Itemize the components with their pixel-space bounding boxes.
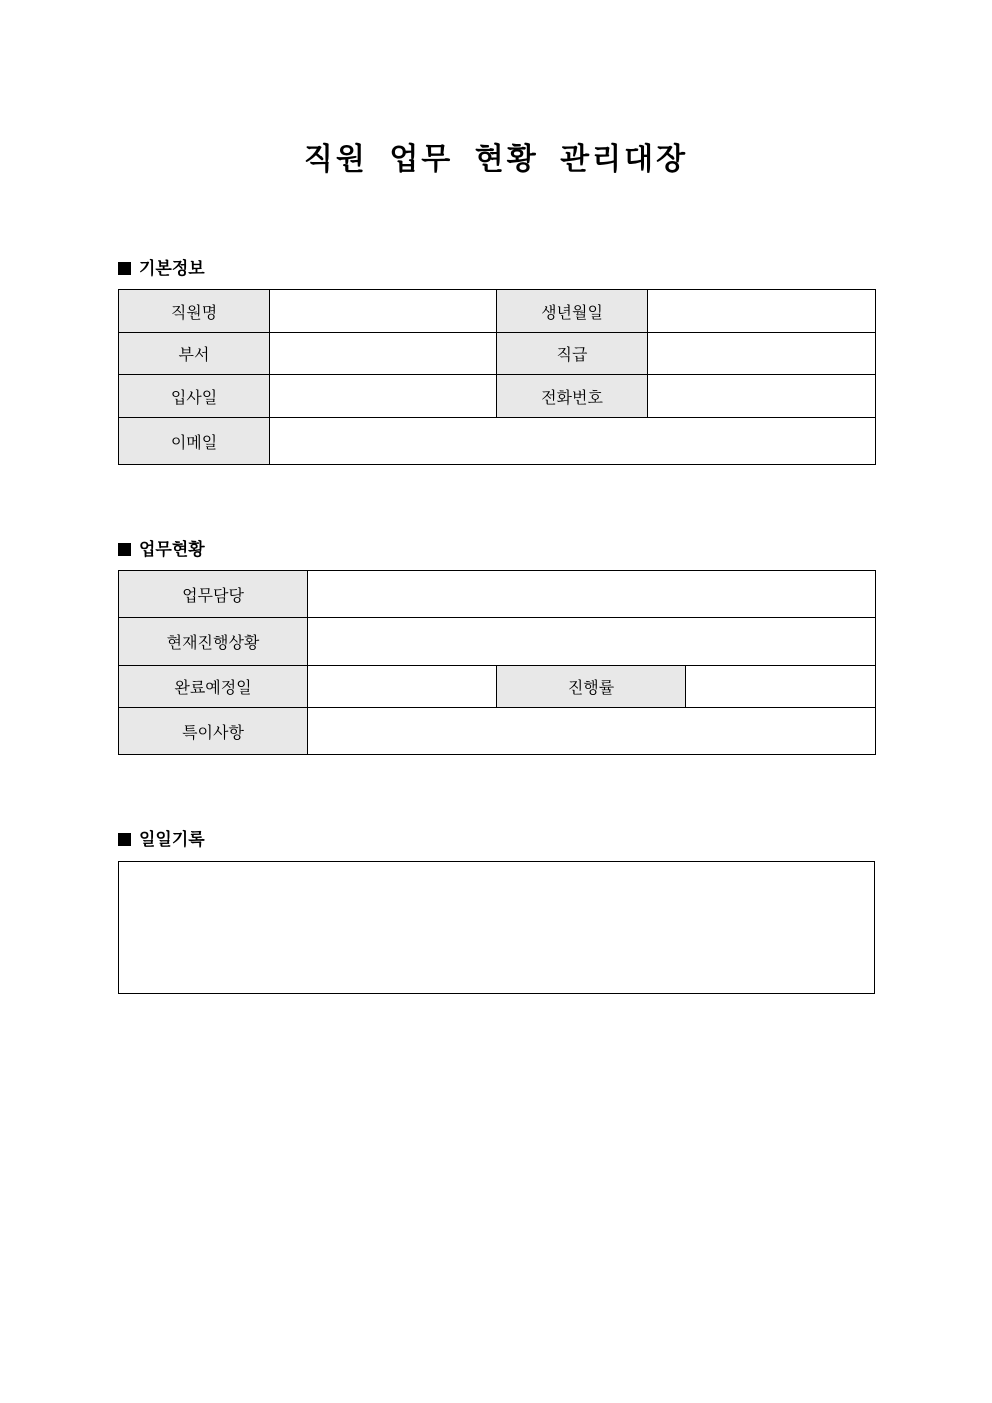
section-heading-label: 기본정보 xyxy=(139,259,205,279)
work-status-table xyxy=(118,570,876,755)
field-notes[interactable] xyxy=(308,708,876,755)
square-bullet-icon xyxy=(118,543,131,556)
basic-info-table xyxy=(118,289,876,465)
section-heading-work xyxy=(118,535,205,560)
label-progress: 진행률 xyxy=(497,666,686,708)
field-email[interactable] xyxy=(270,418,876,465)
label-duty: 업무담당 xyxy=(119,571,308,618)
section-heading-label: 업무현황 xyxy=(139,540,205,560)
section-heading-basic xyxy=(118,254,205,279)
label-join: 입사일 xyxy=(119,375,270,418)
label-name: 직원명 xyxy=(119,290,270,333)
label-email: 이메일 xyxy=(119,418,270,465)
field-progress[interactable] xyxy=(686,666,876,708)
section-heading-daily xyxy=(118,825,205,850)
page-title: 직원 업무 현황 관리대장 xyxy=(303,142,689,177)
label-dept: 부서 xyxy=(119,333,270,375)
field-due[interactable] xyxy=(308,666,497,708)
daily-log-box[interactable] xyxy=(118,861,875,994)
field-phone[interactable] xyxy=(648,375,876,418)
label-due: 완료예정일 xyxy=(119,666,308,708)
field-duty[interactable] xyxy=(308,571,876,618)
field-join[interactable] xyxy=(270,375,497,418)
label-phone: 전화번호 xyxy=(497,375,648,418)
label-status: 현재진행상황 xyxy=(119,618,308,666)
field-status[interactable] xyxy=(308,618,876,666)
field-birth[interactable] xyxy=(648,290,876,333)
label-birth: 생년월일 xyxy=(497,290,648,333)
section-heading-label: 일일기록 xyxy=(139,830,205,850)
label-notes: 특이사항 xyxy=(119,708,308,755)
field-name[interactable] xyxy=(270,290,497,333)
square-bullet-icon xyxy=(118,833,131,846)
label-rank: 직급 xyxy=(497,333,648,375)
square-bullet-icon xyxy=(118,262,131,275)
field-rank[interactable] xyxy=(648,333,876,375)
field-dept[interactable] xyxy=(270,333,497,375)
